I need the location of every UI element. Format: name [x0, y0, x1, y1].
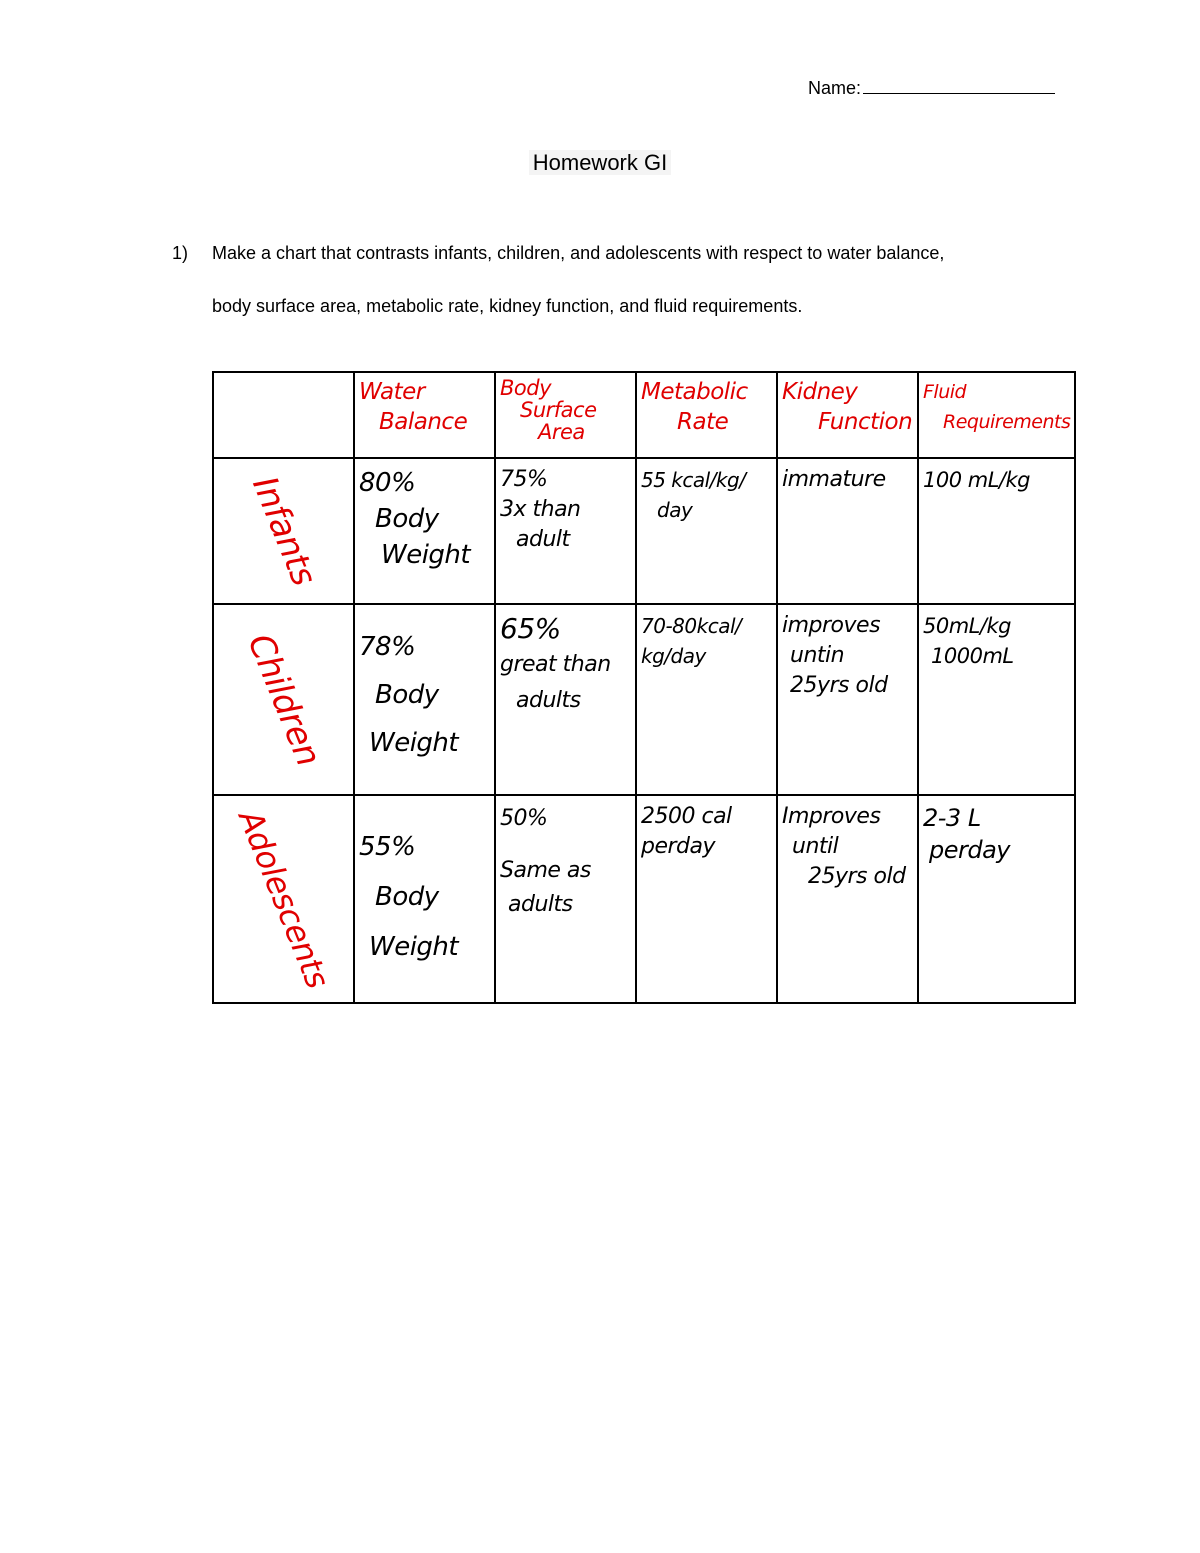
row-label-infants: Infants [213, 458, 354, 604]
row-label-adolescents: Adolescents [213, 795, 354, 1003]
page-title: Homework GI [0, 150, 1200, 176]
comparison-chart [212, 371, 1076, 1004]
table-row [213, 458, 1075, 604]
header-body-surface-area: Body Surface Area [495, 372, 636, 458]
header-kidney-function: Kidney Function [777, 372, 918, 458]
cell-adolescents-kidney-function: Improves until 25yrs old [777, 795, 918, 1003]
corner-cell [213, 372, 354, 458]
cell-children-fluid-requirements: 50mL/kg 1000mL [918, 604, 1075, 795]
table-row [213, 604, 1075, 795]
cell-adolescents-metabolic-rate: 2500 cal perday [636, 795, 777, 1003]
row-label-children: Children [213, 604, 354, 795]
cell-children-kidney-function: improves untin 25yrs old [777, 604, 918, 795]
question-number: 1) [172, 243, 189, 263]
cell-children-body-surface-area: 65% great than adults [495, 604, 636, 795]
cell-infants-body-surface-area: 75% 3x than adult [495, 458, 636, 604]
name-field [808, 78, 1055, 99]
cell-children-metabolic-rate: 70-80kcal/ kg/day [636, 604, 777, 795]
cell-adolescents-water-balance: 55% Body Weight [354, 795, 495, 1003]
cell-children-water-balance: 78% Body Weight [354, 604, 495, 795]
cell-adolescents-fluid-requirements: 2-3 L perday [918, 795, 1075, 1003]
name-blank-line [863, 79, 1055, 94]
question-text-line-2: body surface area, metabolic rate, kidney function, and fluid requirements. [212, 296, 803, 316]
cell-infants-fluid-requirements: 100 mL/kg [918, 458, 1075, 604]
header-metabolic-rate: Metabolic Rate [636, 372, 777, 458]
cell-infants-water-balance: 80% Body Weight [354, 458, 495, 604]
cell-infants-metabolic-rate: 55 kcal/kg/ day [636, 458, 777, 604]
header-fluid-requirements: Fluid Requirements [918, 372, 1075, 458]
cell-infants-kidney-function: immature [777, 458, 918, 604]
cell-adolescents-body-surface-area: 50% Same as adults [495, 795, 636, 1003]
chart-header-row [213, 372, 1075, 458]
question-text-line-1: Make a chart that contrasts infants, children, and adolescents with respect to water balance, [212, 243, 945, 263]
header-water-balance: Water Balance [354, 372, 495, 458]
name-label: Name: [808, 78, 862, 98]
table-row [213, 795, 1075, 1003]
